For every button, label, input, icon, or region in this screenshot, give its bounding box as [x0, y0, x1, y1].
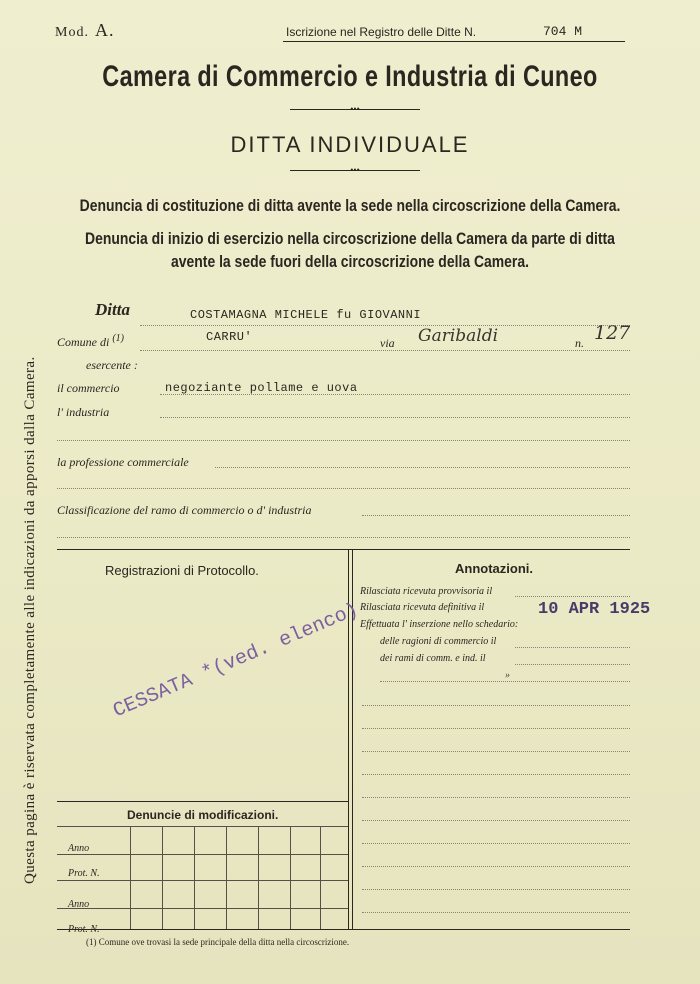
- comune-line: [140, 350, 630, 351]
- professione-line-2: [57, 488, 630, 489]
- annotazione-inserzione: Effettuata l' inserzione nello schedario:: [360, 619, 519, 630]
- classificazione-label: Classificazione del ramo di commercio o d' industria: [57, 503, 312, 517]
- mod-grid-row-0: [57, 826, 348, 827]
- ditta-line: [140, 325, 630, 326]
- ann-line-2: [362, 728, 630, 729]
- cessata-stamp: CESSATA *(ved. elenco): [110, 598, 363, 724]
- document-subtitle: DITTA INDIVIDUALE: [230, 132, 470, 157]
- model-label: [55, 20, 114, 41]
- modificazioni-title: Denuncie di modificazioni.: [127, 808, 279, 822]
- document-title: Camera di Commercio e Industria di Cuneo: [102, 60, 598, 93]
- registro-label: Iscrizione nel Registro delle Ditte N.: [286, 25, 477, 39]
- annotazione-provvisoria-line: [515, 596, 630, 597]
- n-value: 127: [594, 322, 631, 344]
- industria-line: [160, 417, 630, 418]
- prot-label-2: Prot. N.: [68, 924, 100, 935]
- ann-line-3: [362, 751, 630, 752]
- via-value: Garibaldi: [418, 326, 499, 346]
- mod-letter: A.: [94, 20, 115, 40]
- ann-line-5: [362, 797, 630, 798]
- ditta-label: Ditta: [95, 300, 130, 319]
- modificazioni-top-rule: [57, 801, 348, 802]
- industria-line-2: [57, 440, 630, 441]
- professione-line: [215, 467, 630, 468]
- mod-grid-col-5: [258, 826, 259, 929]
- lower-section-bottom-rule: [57, 929, 630, 930]
- mod-grid-col-2: [162, 826, 163, 929]
- lower-section-top-rule: [57, 549, 630, 550]
- ann-line-8: [362, 866, 630, 867]
- commercio-line: [160, 394, 630, 395]
- mod-prefix: Mod.: [55, 25, 89, 40]
- classificazione-line-2: [57, 537, 630, 538]
- mod-grid-row-3: [57, 908, 348, 909]
- comune-label: [57, 333, 124, 350]
- annotazione-provvisoria: Rilasciata ricevuta provvisoria il: [360, 586, 493, 597]
- title-ornament-dots: •••: [350, 104, 360, 114]
- protocollo-title: Registrazioni di Protocollo.: [105, 563, 259, 578]
- commercio-label: il commercio: [57, 381, 120, 395]
- classificazione-line: [362, 515, 630, 516]
- mod-grid-col-7: [320, 826, 321, 929]
- ann-line-6: [362, 820, 630, 821]
- ann-line-1: [362, 705, 630, 706]
- date-stamp: 10 APR 1925: [538, 600, 651, 619]
- comune-value: CARRU': [206, 330, 253, 344]
- denuncia-esercizio-line2: avente la sede fuori della circoscrizione della Camera.: [171, 252, 529, 271]
- esercente-label: esercente :: [86, 358, 138, 372]
- annotazione-ditto: »: [505, 670, 510, 681]
- prot-label-1: Prot. N.: [68, 868, 100, 879]
- mod-grid-row-1: [57, 854, 348, 855]
- mod-grid-col-1: [130, 826, 131, 929]
- annotazione-line-a: [380, 681, 630, 682]
- annotazione-rami: dei rami di comm. e ind. il: [380, 653, 486, 664]
- professione-label: la professione commerciale: [57, 455, 189, 469]
- anno-label-2: Anno: [68, 899, 90, 910]
- anno-label-1: Anno: [68, 843, 90, 854]
- registro-underline: [283, 41, 625, 42]
- industria-label: l' industria: [57, 405, 110, 419]
- annotazioni-title: Annotazioni.: [455, 561, 533, 576]
- subtitle-ornament-dots: •••: [350, 165, 360, 175]
- annotazione-ragioni-line: [515, 647, 630, 648]
- ann-line-9: [362, 889, 630, 890]
- ann-line-4: [362, 774, 630, 775]
- mod-grid-col-4: [226, 826, 227, 929]
- ann-line-7: [362, 843, 630, 844]
- ditta-value: COSTAMAGNA MICHELE fu GIOVANNI: [190, 308, 422, 322]
- registro-number: 704 M: [543, 24, 583, 39]
- comune-footnote-ref: (1): [112, 333, 125, 344]
- annotazione-rami-line: [515, 664, 630, 665]
- annotazione-ragioni: delle ragioni di commercio il: [380, 636, 497, 647]
- via-label: via: [380, 336, 395, 350]
- mod-grid-row-2: [57, 880, 348, 881]
- comune-label-text: Comune di: [57, 335, 110, 349]
- mod-grid-col-3: [194, 826, 195, 929]
- commercio-value: negoziante pollame e uova: [165, 381, 358, 395]
- denuncia-esercizio-line1: Denuncia di inizio di esercizio nella circoscrizione della Camera da parte di ditta: [85, 229, 615, 248]
- footnote: (1) Comune ove trovasi la sede principale della ditta nella circoscrizione.: [86, 937, 350, 947]
- ann-line-10: [362, 912, 630, 913]
- denuncia-costituzione: Denuncia di costituzione di ditta avente la sede nella circoscrizione della Camera.: [79, 196, 621, 215]
- mod-grid-col-6: [290, 826, 291, 929]
- n-label: n.: [575, 336, 584, 350]
- side-note: Questa pagina è riservata completamente alle indicazioni da apporsi dalla Camera.: [22, 356, 38, 884]
- annotazione-definitiva: Rilasciata ricevuta definitiva il: [360, 602, 485, 613]
